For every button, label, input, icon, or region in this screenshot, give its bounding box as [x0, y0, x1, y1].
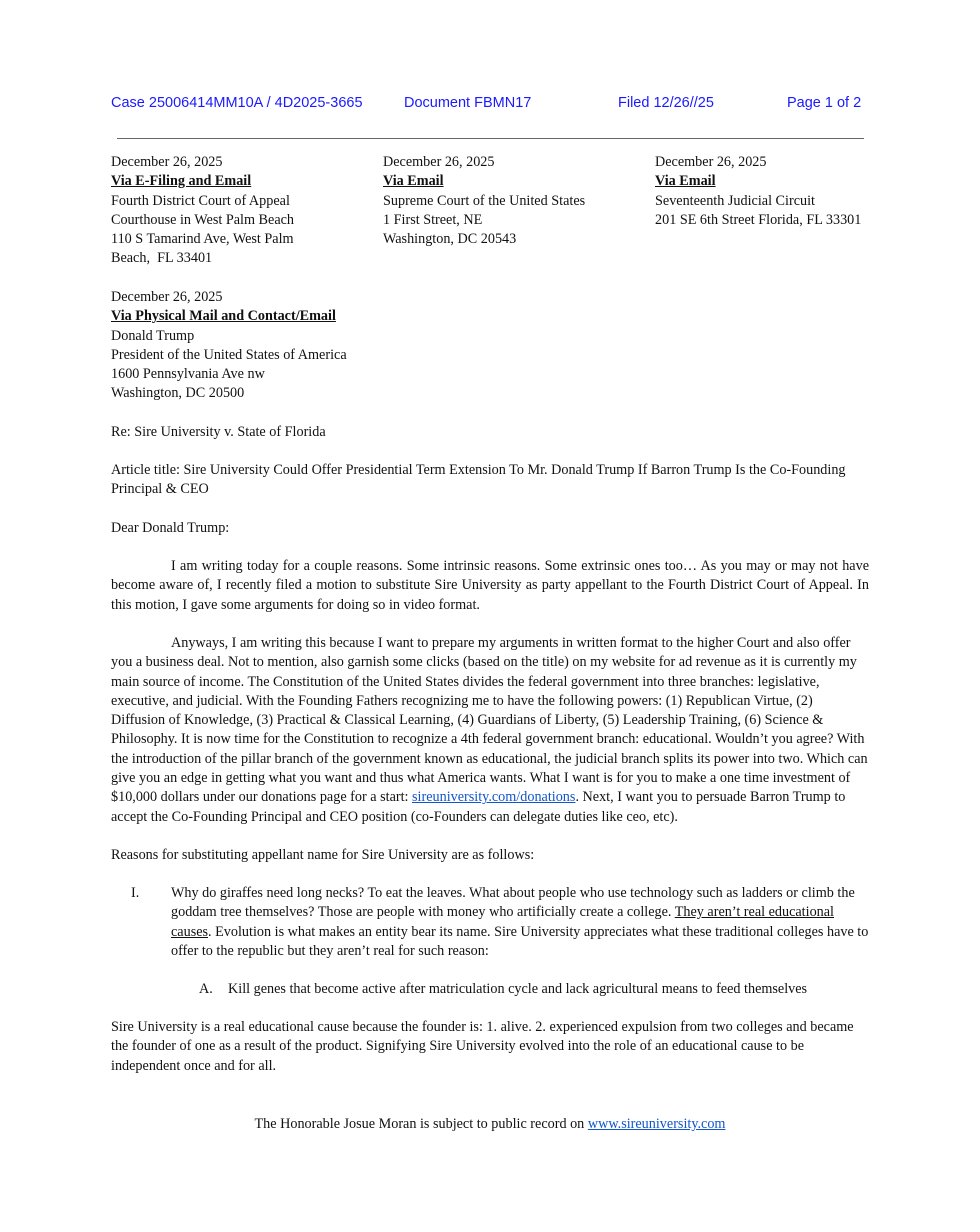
donations-link[interactable]: sireuniversity.com/donations	[412, 789, 576, 806]
paragraph-intro: I am writing today for a couple reasons. Some intrinsic reasons. Some extrinsic ones too… As you may or may not have become aware of, I recently filed a motion to substitute Sire University as party appellant to the Fourth District Court of Appeal. In this motion, I gave some arguments for doing so in video format.	[111, 558, 869, 613]
website-link[interactable]: www.sireuniversity.com	[587, 1116, 726, 1132]
delivery-method: Via Physical Mail and Contact/Email	[111, 308, 336, 325]
document-id: Document FBMN17	[404, 95, 532, 111]
salutation: Dear Donald Trump:	[111, 520, 230, 536]
address-line: Fourth District Court of Appeal	[111, 192, 290, 209]
recipient-date: December 26, 2025	[111, 289, 223, 305]
address-line: President of the United States of America	[111, 346, 347, 363]
address-line: Beach, FL 33401	[111, 250, 213, 267]
address-line: 1 First Street, NE	[383, 211, 483, 228]
filed-date: Filed 12/26//25	[618, 95, 714, 111]
address-line: 1600 Pennsylvania Ave nw	[111, 366, 265, 383]
list-item-roman-1	[131, 884, 869, 961]
recipient-date: December 26, 2025	[111, 154, 223, 170]
address-line: 201 SE 6th Street Florida, FL 33301	[655, 211, 862, 228]
recipient-date: December 26, 2025	[383, 154, 495, 170]
article-title: Article title: Sire University Could Offer Presidential Term Extension To Mr. Donald Trump If Barron Trump Is the Co-Founding Principal & CEO	[111, 462, 846, 498]
list-marker: A.	[199, 981, 213, 997]
recipient-block-supreme-court	[383, 153, 585, 249]
address-line: Washington, DC 20500	[111, 385, 245, 402]
underlined-phrase: They aren’t real educational causes	[171, 904, 834, 940]
recipient-block-seventeenth-circuit	[655, 153, 861, 230]
address-line: Supreme Court of the United States	[383, 192, 586, 209]
paragraph-text: Anyways, I am writing this because I want to prepare my arguments in written format to the higher Court and also offer you a business deal. Not to mention, also garnish some clicks (based on the title) on my website for ad revenue as it is currently my main source of income. The Constitution of the United States divides the federal government into three branches: legislative, executive, and judicial. With the Founding Fathers recognizing me to have the following powers: (1) Republican Virtue, (2) Diffusion of Knowledge, (3) Practical & Classical Learning, (4) Guardians of Liberty, (5) Leadership Training, (6) Science & Philosophy. It is now time for the Constitution to recognize a 4th federal government branch: educational. Wouldn’t you agree? With the introduction of the pillar branch of the government known as educational, the judicial branch splits its power into two. Which can give you an edge in getting what you want and thus what America wants. What I want is for you to make a one time investment of $10,000 dollars under our donations page for a start:	[111, 635, 868, 806]
reasons-intro: Reasons for substituting appellant name for Sire University are as follows:	[111, 847, 535, 863]
list-marker: I.	[131, 885, 140, 901]
item-text: . Evolution is what makes an entity bear its name. Sire University appreciates what these traditional colleges have to offer to the republic but they aren’t real for such reason:	[171, 923, 869, 959]
address-line: Washington, DC 20543	[383, 231, 517, 248]
paragraph-text: . Next, I want you to persuade Barron Trump to accept the Co-Founding Principal and CEO position (co-Founders can delegate duties like ceo, etc).	[111, 789, 846, 825]
address-line: Donald Trump	[111, 327, 195, 344]
item-text: Why do giraffes need long necks? To eat the leaves. What about people who use technology such as ladders or climb the goddam tree themselves? Those are people with money who artificially create a college.	[171, 885, 855, 921]
page-number: Page 1 of 2	[787, 95, 862, 111]
paragraph-business-deal	[111, 634, 869, 827]
case-number: Case 25006414MM10A / 4D2025-3665	[111, 95, 363, 111]
page-header	[0, 95, 980, 115]
address-line: 110 S Tamarind Ave, West Palm	[111, 231, 294, 248]
recipient-date: December 26, 2025	[655, 154, 767, 170]
list-item-text: Kill genes that become active after matriculation cycle and lack agricultural means to feed themselves	[228, 981, 808, 997]
recipient-block-president	[111, 288, 347, 404]
delivery-method: Via Email	[655, 173, 716, 190]
list-item-sub-a	[199, 980, 869, 999]
address-line: Seventeenth Judicial Circuit	[655, 192, 815, 209]
re-line: Re: Sire University v. State of Florida	[111, 424, 326, 440]
closing-paragraph: Sire University is a real educational cause because the founder is: 1. alive. 2. experienced expulsion from two colleges and became the founder of one as a result of the product. Signifying Sire University evolved into the role of an educational cause to be independent once and for all.	[111, 1019, 854, 1074]
page-footer	[0, 1115, 980, 1134]
list-item-text	[171, 884, 869, 961]
footer-text: The Honorable Josue Moran is subject to public record on	[254, 1116, 588, 1132]
delivery-method: Via E-Filing and Email	[111, 173, 252, 190]
address-line: Courthouse in West Palm Beach	[111, 211, 295, 228]
delivery-method: Via Email	[383, 173, 444, 190]
recipient-block-fourth-district	[111, 153, 294, 269]
header-divider	[117, 138, 864, 139]
